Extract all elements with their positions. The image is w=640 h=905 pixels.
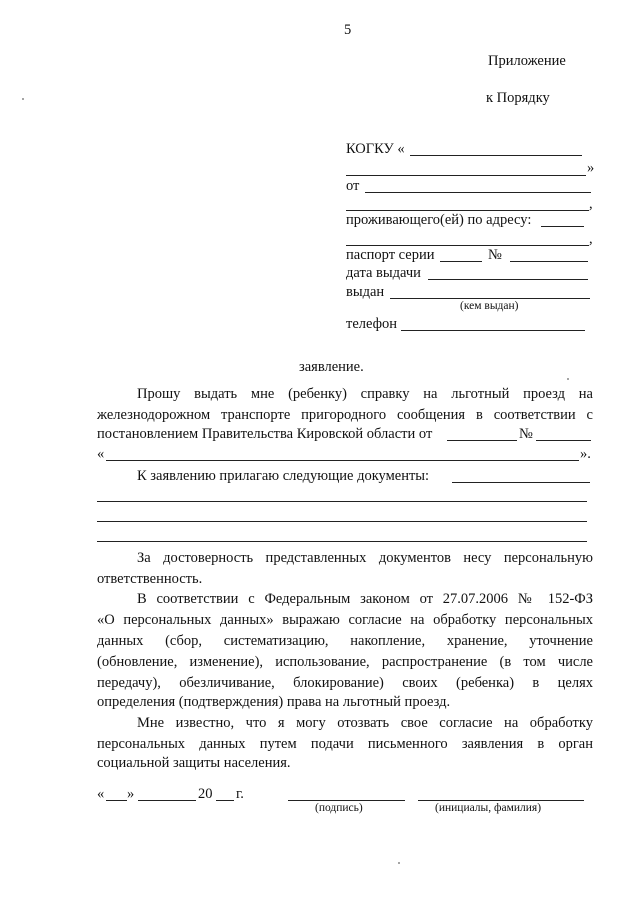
issue-date-field[interactable] xyxy=(428,279,588,280)
address-field[interactable] xyxy=(541,226,584,227)
consent-line-6: определения (подтверждения) права на льготный проезд. xyxy=(97,694,451,710)
name-hint: (инициалы, фамилия) xyxy=(435,802,542,814)
scan-speck xyxy=(22,98,24,100)
resolution-number-field[interactable] xyxy=(536,440,591,441)
comma-1: , xyxy=(589,196,593,212)
passport-number-field[interactable] xyxy=(510,261,588,262)
consent-line-5: передачу), обезличивание, блокирование) своих (ребенка) в целях xyxy=(97,675,593,691)
scan-speck xyxy=(398,862,400,864)
passport-number-label: № xyxy=(488,247,502,263)
request-line-2: железнодорожном транспорте пригородного сообщения в соответствии с xyxy=(97,407,593,423)
date-month-field[interactable] xyxy=(138,800,196,801)
revoke-line-1: Мне известно, что я могу отозвать свое согласие на обработку xyxy=(137,715,593,731)
resolution-close-quote: ». xyxy=(580,446,591,462)
date-year-prefix: 20 xyxy=(198,786,213,802)
date-year-field[interactable] xyxy=(216,800,234,801)
name-field[interactable] xyxy=(418,800,584,801)
phone-field[interactable] xyxy=(401,330,585,331)
consent-line-2: «О персональных данных» выражаю согласие на обработку персональных xyxy=(97,612,593,628)
date-open-quote: « xyxy=(97,786,105,802)
resolution-open-quote: « xyxy=(97,446,105,462)
attachments-line-2[interactable] xyxy=(97,521,587,522)
responsibility-line-1: За достоверность представленных документов несу персональную xyxy=(137,550,593,566)
comma-2: , xyxy=(589,231,593,247)
org-name-field-2[interactable] xyxy=(346,175,586,176)
signature-hint: (подпись) xyxy=(315,802,363,814)
consent-line-4: (обновление, изменение), использование, распространение (в том числе xyxy=(97,654,593,670)
phone-label: телефон xyxy=(346,316,398,332)
date-year-suffix: г. xyxy=(236,786,244,802)
date-day-field[interactable] xyxy=(106,800,127,801)
resolution-number-label: № xyxy=(519,426,533,442)
scan-speck xyxy=(567,378,569,380)
resolution-date-field[interactable] xyxy=(447,440,517,441)
request-line-1: Прошу выдать мне (ребенку) справку на льготный проезд на xyxy=(137,386,593,402)
resolution-title-field[interactable] xyxy=(106,460,579,461)
consent-line-1: В соответствии с Федеральным законом от 27.07.2006 № 152-ФЗ xyxy=(137,591,593,607)
revoke-line-2: персональных данных путем подачи письменного заявления в орган xyxy=(97,736,593,752)
passport-series-label: паспорт серии xyxy=(346,247,435,263)
attachments-field[interactable] xyxy=(452,482,590,483)
passport-series-field[interactable] xyxy=(440,261,482,262)
address-field-2[interactable] xyxy=(346,245,589,246)
from-label: от xyxy=(346,178,360,194)
signature-field[interactable] xyxy=(288,800,405,801)
applicant-name-field[interactable] xyxy=(365,192,591,193)
attachments-line-3[interactable] xyxy=(97,541,587,542)
revoke-line-3: социальной защиты населения. xyxy=(97,755,291,771)
address-label: проживающего(ей) по адресу: xyxy=(346,212,532,228)
attachment-label: Приложение xyxy=(488,53,566,69)
attachment-order-label: к Порядку xyxy=(486,90,550,106)
issued-by-hint: (кем выдан) xyxy=(460,300,519,312)
responsibility-line-2: ответственность. xyxy=(97,571,203,587)
issue-date-label: дата выдачи xyxy=(346,265,421,281)
page-number: 5 xyxy=(344,22,352,38)
issued-by-label: выдан xyxy=(346,284,385,300)
document-title: заявление. xyxy=(299,359,364,375)
consent-line-3: данных (сбор, систематизацию, накопление, хранение, уточнение xyxy=(97,633,593,649)
date-close-quote: » xyxy=(127,786,135,802)
issued-by-field[interactable] xyxy=(390,298,590,299)
request-line-3: постановлением Правительства Кировской области от xyxy=(97,426,433,442)
org-close-quote: » xyxy=(587,160,595,176)
org-name-field[interactable] xyxy=(410,155,582,156)
attachments-line-1[interactable] xyxy=(97,501,587,502)
org-prefix: КОГКУ « xyxy=(346,141,405,157)
attach-label: К заявлению прилагаю следующие документы: xyxy=(137,468,430,484)
applicant-name-field-2[interactable] xyxy=(346,210,589,211)
